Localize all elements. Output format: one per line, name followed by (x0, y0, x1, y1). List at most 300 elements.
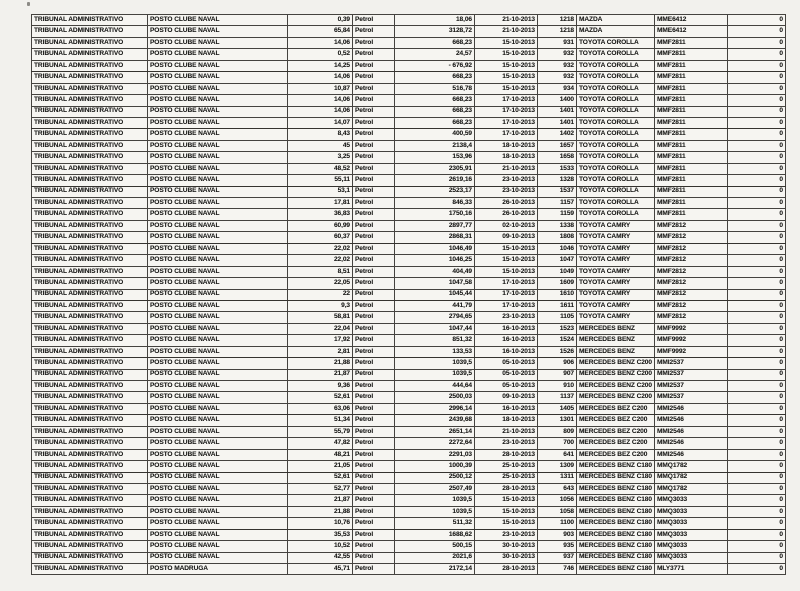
date-cell: 15-10-2013 (475, 243, 538, 254)
quantity-cell: 0,39 (288, 15, 353, 26)
amount-cell: - 676,92 (395, 60, 475, 71)
value-cell: 0 (728, 152, 786, 163)
date-cell: 16-10-2013 (475, 323, 538, 334)
station-cell: POSTO CLUBE NAVAL (148, 506, 288, 517)
vehicle-make-cell: MERCEDES BENZ C180 (577, 461, 655, 472)
trip-number-cell: 1328 (538, 175, 577, 186)
quantity-cell: 52,77 (288, 483, 353, 494)
amount-cell: 500,15 (395, 541, 475, 552)
plate-cell: MMF2811 (655, 140, 728, 151)
entity-cell: TRIBUNAL ADMINISTRATIVO (32, 243, 148, 254)
plate-cell: MMI2546 (655, 449, 728, 460)
plate-cell: MME6412 (655, 15, 728, 26)
amount-cell: 2794,65 (395, 312, 475, 323)
quantity-cell: 9,36 (288, 381, 353, 392)
quantity-cell: 14,07 (288, 117, 353, 128)
entity-cell: TRIBUNAL ADMINISTRATIVO (32, 175, 148, 186)
table-row (32, 369, 786, 380)
entity-cell: TRIBUNAL ADMINISTRATIVO (32, 232, 148, 243)
trip-number-cell: 932 (538, 49, 577, 60)
value-cell: 0 (728, 438, 786, 449)
table-row (32, 449, 786, 460)
amount-cell: 1047,44 (395, 323, 475, 334)
entity-cell: TRIBUNAL ADMINISTRATIVO (32, 209, 148, 220)
station-cell: POSTO CLUBE NAVAL (148, 232, 288, 243)
table-row (32, 518, 786, 529)
quantity-cell: 10,76 (288, 518, 353, 529)
quantity-cell: 14,06 (288, 37, 353, 48)
plate-cell: MMF2811 (655, 152, 728, 163)
fuel-type-cell: Petrol (353, 106, 395, 117)
vehicle-make-cell: TOYOTA CAMRY (577, 255, 655, 266)
trip-number-cell: 1301 (538, 415, 577, 426)
plate-cell: MMF2812 (655, 312, 728, 323)
vehicle-make-cell: TOYOTA CAMRY (577, 278, 655, 289)
trip-number-cell: 1218 (538, 15, 577, 26)
fuel-type-cell: Petrol (353, 495, 395, 506)
quantity-cell: 22,02 (288, 243, 353, 254)
value-cell: 0 (728, 209, 786, 220)
amount-cell: 1045,44 (395, 289, 475, 300)
quantity-cell: 45 (288, 140, 353, 151)
station-cell: POSTO CLUBE NAVAL (148, 117, 288, 128)
entity-cell: TRIBUNAL ADMINISTRATIVO (32, 358, 148, 369)
table-row (32, 186, 786, 197)
table-row (32, 438, 786, 449)
fuel-type-cell: Petrol (353, 335, 395, 346)
value-cell: 0 (728, 369, 786, 380)
fuel-type-cell: Petrol (353, 26, 395, 37)
date-cell: 23-10-2013 (475, 186, 538, 197)
fuel-type-cell: Petrol (353, 472, 395, 483)
quantity-cell: 22 (288, 289, 353, 300)
amount-cell: 2439,68 (395, 415, 475, 426)
fuel-type-cell: Petrol (353, 186, 395, 197)
station-cell: POSTO CLUBE NAVAL (148, 220, 288, 231)
vehicle-make-cell: MERCEDES BENZ (577, 346, 655, 357)
date-cell: 21-10-2013 (475, 26, 538, 37)
vehicle-make-cell: TOYOTA COROLLA (577, 163, 655, 174)
vehicle-make-cell: MERCEDES BENZ (577, 335, 655, 346)
vehicle-make-cell: TOYOTA COROLLA (577, 95, 655, 106)
quantity-cell: 52,61 (288, 472, 353, 483)
table-row (32, 26, 786, 37)
station-cell: POSTO CLUBE NAVAL (148, 449, 288, 460)
value-cell: 0 (728, 415, 786, 426)
plate-cell: MMI2537 (655, 381, 728, 392)
vehicle-make-cell: TOYOTA COROLLA (577, 186, 655, 197)
date-cell: 21-10-2013 (475, 426, 538, 437)
vehicle-make-cell: MAZDA (577, 15, 655, 26)
entity-cell: TRIBUNAL ADMINISTRATIVO (32, 426, 148, 437)
plate-cell: MMF2811 (655, 198, 728, 209)
vehicle-make-cell: MAZDA (577, 26, 655, 37)
value-cell: 0 (728, 163, 786, 174)
vehicle-make-cell: MERCEDES BENZ C180 (577, 472, 655, 483)
amount-cell: 1046,49 (395, 243, 475, 254)
entity-cell: TRIBUNAL ADMINISTRATIVO (32, 415, 148, 426)
fuel-type-cell: Petrol (353, 49, 395, 60)
table-row (32, 472, 786, 483)
quantity-cell: 14,06 (288, 106, 353, 117)
entity-cell: TRIBUNAL ADMINISTRATIVO (32, 392, 148, 403)
value-cell: 0 (728, 266, 786, 277)
vehicle-make-cell: MERCEDES BEZ C200 (577, 438, 655, 449)
quantity-cell: 22,04 (288, 323, 353, 334)
date-cell: 15-10-2013 (475, 72, 538, 83)
entity-cell: TRIBUNAL ADMINISTRATIVO (32, 266, 148, 277)
plate-cell: MMF2811 (655, 209, 728, 220)
table-row (32, 346, 786, 357)
entity-cell: TRIBUNAL ADMINISTRATIVO (32, 346, 148, 357)
plate-cell: MMF2811 (655, 60, 728, 71)
vehicle-make-cell: TOYOTA COROLLA (577, 49, 655, 60)
table-row (32, 541, 786, 552)
value-cell: 0 (728, 72, 786, 83)
amount-cell: 851,32 (395, 335, 475, 346)
vehicle-make-cell: MERCEDES BEZ C200 (577, 415, 655, 426)
plate-cell: MMF2811 (655, 49, 728, 60)
table-row (32, 163, 786, 174)
plate-cell: MMI2537 (655, 392, 728, 403)
plate-cell: MMF2812 (655, 289, 728, 300)
station-cell: POSTO CLUBE NAVAL (148, 518, 288, 529)
entity-cell: TRIBUNAL ADMINISTRATIVO (32, 106, 148, 117)
table-row (32, 129, 786, 140)
vehicle-make-cell: TOYOTA CAMRY (577, 220, 655, 231)
amount-cell: 18,06 (395, 15, 475, 26)
value-cell: 0 (728, 49, 786, 60)
vehicle-make-cell: MERCEDES BENZ C200 (577, 392, 655, 403)
entity-cell: TRIBUNAL ADMINISTRATIVO (32, 369, 148, 380)
amount-cell: 668,23 (395, 37, 475, 48)
station-cell: POSTO CLUBE NAVAL (148, 209, 288, 220)
amount-cell: 1046,25 (395, 255, 475, 266)
table-row (32, 266, 786, 277)
trip-number-cell: 1400 (538, 95, 577, 106)
amount-cell: 1000,39 (395, 461, 475, 472)
value-cell: 0 (728, 255, 786, 266)
amount-cell: 2138,4 (395, 140, 475, 151)
station-cell: POSTO CLUBE NAVAL (148, 95, 288, 106)
fuel-type-cell: Petrol (353, 426, 395, 437)
quantity-cell: 36,83 (288, 209, 353, 220)
fuel-type-cell: Petrol (353, 392, 395, 403)
station-cell: POSTO CLUBE NAVAL (148, 129, 288, 140)
quantity-cell: 10,52 (288, 541, 353, 552)
entity-cell: TRIBUNAL ADMINISTRATIVO (32, 163, 148, 174)
trip-number-cell: 937 (538, 552, 577, 563)
date-cell: 25-10-2013 (475, 461, 538, 472)
entity-cell: TRIBUNAL ADMINISTRATIVO (32, 198, 148, 209)
value-cell: 0 (728, 300, 786, 311)
fuel-type-cell: Petrol (353, 312, 395, 323)
station-cell: POSTO CLUBE NAVAL (148, 461, 288, 472)
trip-number-cell: 1537 (538, 186, 577, 197)
value-cell: 0 (728, 243, 786, 254)
trip-number-cell: 906 (538, 358, 577, 369)
amount-cell: 2523,17 (395, 186, 475, 197)
entity-cell: TRIBUNAL ADMINISTRATIVO (32, 312, 148, 323)
trip-number-cell: 1401 (538, 117, 577, 128)
trip-number-cell: 1401 (538, 106, 577, 117)
date-cell: 23-10-2013 (475, 312, 538, 323)
entity-cell: TRIBUNAL ADMINISTRATIVO (32, 26, 148, 37)
table-row (32, 312, 786, 323)
amount-cell: 668,23 (395, 106, 475, 117)
fuel-type-cell: Petrol (353, 541, 395, 552)
plate-cell: MMI2537 (655, 358, 728, 369)
value-cell: 0 (728, 472, 786, 483)
trip-number-cell: 1311 (538, 472, 577, 483)
value-cell: 0 (728, 26, 786, 37)
plate-cell: MMF2811 (655, 129, 728, 140)
entity-cell: TRIBUNAL ADMINISTRATIVO (32, 438, 148, 449)
fuel-type-cell: Petrol (353, 369, 395, 380)
plate-cell: MMF2812 (655, 232, 728, 243)
vehicle-make-cell: MERCEDES BEZ C200 (577, 426, 655, 437)
trip-number-cell: 907 (538, 369, 577, 380)
fuel-type-cell: Petrol (353, 403, 395, 414)
amount-cell: 133,53 (395, 346, 475, 357)
amount-cell: 441,79 (395, 300, 475, 311)
value-cell: 0 (728, 358, 786, 369)
vehicle-make-cell: MERCEDES BENZ C180 (577, 541, 655, 552)
vehicle-make-cell: TOYOTA COROLLA (577, 106, 655, 117)
quantity-cell: 21,87 (288, 495, 353, 506)
table-row (32, 95, 786, 106)
amount-cell: 2172,14 (395, 564, 475, 575)
entity-cell: TRIBUNAL ADMINISTRATIVO (32, 472, 148, 483)
quantity-cell: 52,61 (288, 392, 353, 403)
table-row (32, 243, 786, 254)
vehicle-make-cell: TOYOTA COROLLA (577, 83, 655, 94)
date-cell: 30-10-2013 (475, 552, 538, 563)
vehicle-make-cell: TOYOTA CAMRY (577, 232, 655, 243)
station-cell: POSTO CLUBE NAVAL (148, 495, 288, 506)
amount-cell: 511,32 (395, 518, 475, 529)
station-cell: POSTO CLUBE NAVAL (148, 403, 288, 414)
table-row (32, 564, 786, 575)
date-cell: 17-10-2013 (475, 95, 538, 106)
vehicle-make-cell: MERCEDES BEZ C200 (577, 449, 655, 460)
value-cell: 0 (728, 426, 786, 437)
value-cell: 0 (728, 175, 786, 186)
table-row (32, 72, 786, 83)
date-cell: 15-10-2013 (475, 266, 538, 277)
amount-cell: 1039,5 (395, 495, 475, 506)
plate-cell: MMF2811 (655, 163, 728, 174)
station-cell: POSTO CLUBE NAVAL (148, 415, 288, 426)
fuel-type-cell: Petrol (353, 358, 395, 369)
date-cell: 17-10-2013 (475, 289, 538, 300)
entity-cell: TRIBUNAL ADMINISTRATIVO (32, 186, 148, 197)
quantity-cell: 48,21 (288, 449, 353, 460)
quantity-cell: 14,06 (288, 95, 353, 106)
station-cell: POSTO CLUBE NAVAL (148, 106, 288, 117)
station-cell: POSTO CLUBE NAVAL (148, 152, 288, 163)
value-cell: 0 (728, 37, 786, 48)
date-cell: 17-10-2013 (475, 117, 538, 128)
station-cell: POSTO CLUBE NAVAL (148, 369, 288, 380)
station-cell: POSTO CLUBE NAVAL (148, 323, 288, 334)
plate-cell: MMI2546 (655, 415, 728, 426)
trip-number-cell: 1610 (538, 289, 577, 300)
fuel-type-cell: Petrol (353, 323, 395, 334)
amount-cell: 516,78 (395, 83, 475, 94)
station-cell: POSTO CLUBE NAVAL (148, 472, 288, 483)
table-row (32, 552, 786, 563)
quantity-cell: 60,37 (288, 232, 353, 243)
plate-cell: MME6412 (655, 26, 728, 37)
entity-cell: TRIBUNAL ADMINISTRATIVO (32, 518, 148, 529)
fuel-type-cell: Petrol (353, 129, 395, 140)
fuel-type-cell: Petrol (353, 461, 395, 472)
date-cell: 18-10-2013 (475, 140, 538, 151)
station-cell: POSTO CLUBE NAVAL (148, 289, 288, 300)
value-cell: 0 (728, 95, 786, 106)
trip-number-cell: 1611 (538, 300, 577, 311)
date-cell: 05-10-2013 (475, 381, 538, 392)
trip-number-cell: 932 (538, 72, 577, 83)
fuel-type-cell: Petrol (353, 346, 395, 357)
quantity-cell: 58,81 (288, 312, 353, 323)
trip-number-cell: 932 (538, 60, 577, 71)
station-cell: POSTO CLUBE NAVAL (148, 163, 288, 174)
quantity-cell: 17,81 (288, 198, 353, 209)
date-cell: 17-10-2013 (475, 300, 538, 311)
amount-cell: 2291,03 (395, 449, 475, 460)
vehicle-make-cell: TOYOTA COROLLA (577, 37, 655, 48)
plate-cell: MMF2812 (655, 300, 728, 311)
quantity-cell: 21,88 (288, 358, 353, 369)
fuel-type-cell: Petrol (353, 72, 395, 83)
table-row (32, 152, 786, 163)
trip-number-cell: 1159 (538, 209, 577, 220)
plate-cell: MMQ3033 (655, 506, 728, 517)
quantity-cell: 9,3 (288, 300, 353, 311)
quantity-cell: 53,1 (288, 186, 353, 197)
trip-number-cell: 1533 (538, 163, 577, 174)
amount-cell: 2272,64 (395, 438, 475, 449)
date-cell: 28-10-2013 (475, 449, 538, 460)
plate-cell: MMF2811 (655, 106, 728, 117)
table-row (32, 198, 786, 209)
vehicle-make-cell: MERCEDES BENZ C180 (577, 495, 655, 506)
vehicle-make-cell: MERCEDES BENZ C180 (577, 564, 655, 575)
table-row (32, 232, 786, 243)
date-cell: 16-10-2013 (475, 335, 538, 346)
trip-number-cell: 1402 (538, 129, 577, 140)
amount-cell: 2996,14 (395, 403, 475, 414)
value-cell: 0 (728, 278, 786, 289)
vehicle-make-cell: TOYOTA COROLLA (577, 209, 655, 220)
station-cell: POSTO CLUBE NAVAL (148, 392, 288, 403)
value-cell: 0 (728, 198, 786, 209)
station-cell: POSTO CLUBE NAVAL (148, 381, 288, 392)
table-row (32, 529, 786, 540)
entity-cell: TRIBUNAL ADMINISTRATIVO (32, 278, 148, 289)
station-cell: POSTO CLUBE NAVAL (148, 198, 288, 209)
fuel-type-cell: Petrol (353, 518, 395, 529)
vehicle-make-cell: TOYOTA COROLLA (577, 60, 655, 71)
plate-cell: MMF9992 (655, 346, 728, 357)
entity-cell: TRIBUNAL ADMINISTRATIVO (32, 152, 148, 163)
trip-number-cell: 1523 (538, 323, 577, 334)
plate-cell: MMF9992 (655, 323, 728, 334)
station-cell: POSTO MADRUGA (148, 564, 288, 575)
trip-number-cell: 1058 (538, 506, 577, 517)
trip-number-cell: 1137 (538, 392, 577, 403)
quantity-cell: 22,05 (288, 278, 353, 289)
plate-cell: MMF2812 (655, 266, 728, 277)
entity-cell: TRIBUNAL ADMINISTRATIVO (32, 60, 148, 71)
plate-cell: MMF2811 (655, 95, 728, 106)
station-cell: POSTO CLUBE NAVAL (148, 186, 288, 197)
vehicle-make-cell: MERCEDES BENZ C200 (577, 381, 655, 392)
plate-cell: MMF2811 (655, 37, 728, 48)
amount-cell: 1039,5 (395, 369, 475, 380)
table-row (32, 37, 786, 48)
amount-cell: 2619,16 (395, 175, 475, 186)
vehicle-make-cell: TOYOTA COROLLA (577, 175, 655, 186)
value-cell: 0 (728, 495, 786, 506)
date-cell: 18-10-2013 (475, 152, 538, 163)
amount-cell: 153,96 (395, 152, 475, 163)
station-cell: POSTO CLUBE NAVAL (148, 300, 288, 311)
plate-cell: MMF2812 (655, 220, 728, 231)
vehicle-make-cell: MERCEDES BENZ C180 (577, 518, 655, 529)
value-cell: 0 (728, 15, 786, 26)
amount-cell: 2651,14 (395, 426, 475, 437)
amount-cell: 404,49 (395, 266, 475, 277)
value-cell: 0 (728, 483, 786, 494)
fuel-type-cell: Petrol (353, 232, 395, 243)
entity-cell: TRIBUNAL ADMINISTRATIVO (32, 255, 148, 266)
trip-number-cell: 903 (538, 529, 577, 540)
date-cell: 09-10-2013 (475, 232, 538, 243)
station-cell: POSTO CLUBE NAVAL (148, 255, 288, 266)
amount-cell: 1039,5 (395, 506, 475, 517)
value-cell: 0 (728, 449, 786, 460)
entity-cell: TRIBUNAL ADMINISTRATIVO (32, 140, 148, 151)
date-cell: 15-10-2013 (475, 83, 538, 94)
value-cell: 0 (728, 392, 786, 403)
entity-cell: TRIBUNAL ADMINISTRATIVO (32, 552, 148, 563)
value-cell: 0 (728, 140, 786, 151)
entity-cell: TRIBUNAL ADMINISTRATIVO (32, 323, 148, 334)
station-cell: POSTO CLUBE NAVAL (148, 358, 288, 369)
vehicle-make-cell: TOYOTA CAMRY (577, 300, 655, 311)
value-cell: 0 (728, 186, 786, 197)
fuel-type-cell: Petrol (353, 209, 395, 220)
quantity-cell: 55,11 (288, 175, 353, 186)
trip-number-cell: 809 (538, 426, 577, 437)
table-row (32, 415, 786, 426)
value-cell: 0 (728, 232, 786, 243)
date-cell: 26-10-2013 (475, 198, 538, 209)
quantity-cell: 42,55 (288, 552, 353, 563)
amount-cell: 444,64 (395, 381, 475, 392)
fuel-type-cell: Petrol (353, 198, 395, 209)
table-row (32, 220, 786, 231)
trip-number-cell: 1056 (538, 495, 577, 506)
plate-cell: MMQ1782 (655, 483, 728, 494)
table-row (32, 175, 786, 186)
quantity-cell: 10,87 (288, 83, 353, 94)
entity-cell: TRIBUNAL ADMINISTRATIVO (32, 449, 148, 460)
value-cell: 0 (728, 323, 786, 334)
